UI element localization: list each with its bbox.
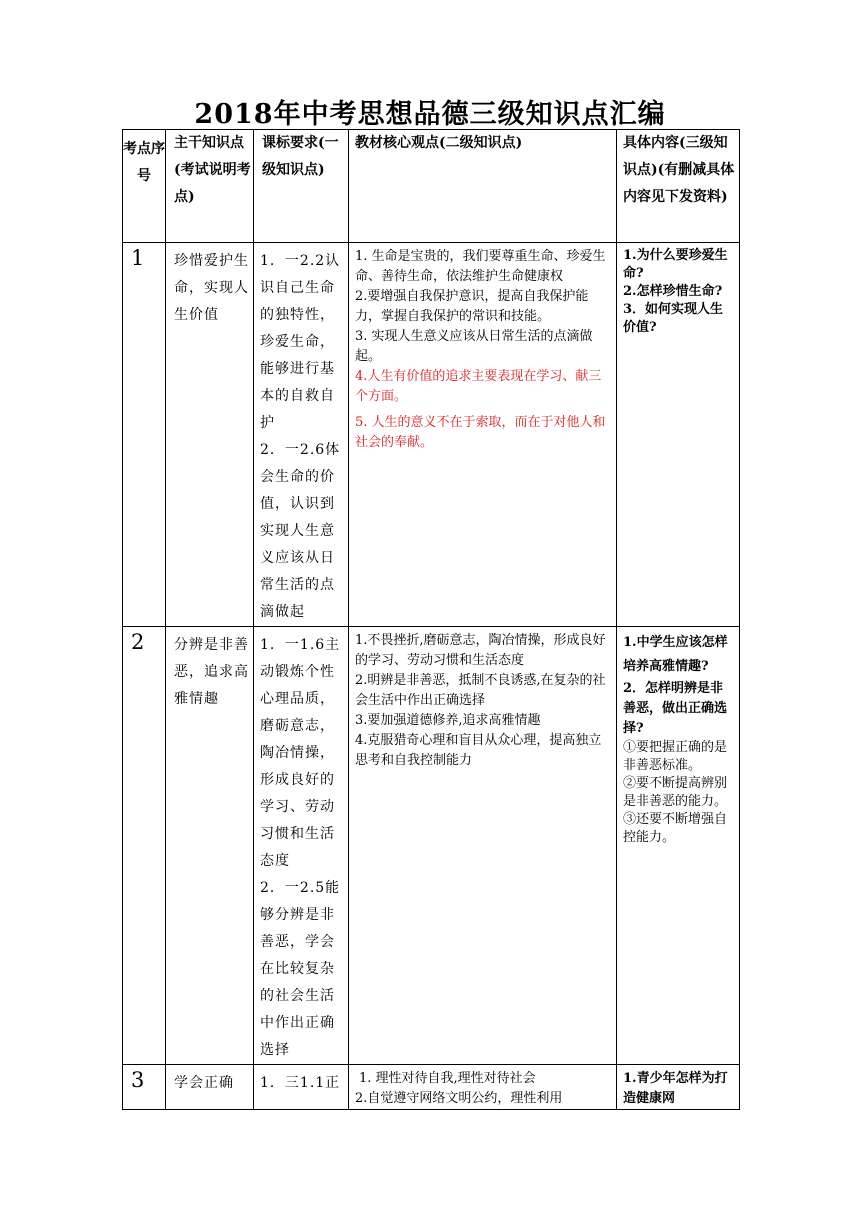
standard-item: 2．一2.6体会生命的价值，认识到实现人生意义应该从日常生活的点滴做起 xyxy=(260,442,341,620)
standard-item: 1．一2.2认识自己生命的独特性，珍爱生命，能够进行基本的自救自护 xyxy=(260,253,341,431)
standard-item: 1．三1.1正 xyxy=(260,1075,341,1091)
row-topic: 分辨是非善恶，追求高雅情趣 xyxy=(166,627,254,1065)
header-cell-standard: 课标要求(一级知识点) xyxy=(254,130,349,243)
header-cell-core: 教材核心观点(二级知识点) xyxy=(349,130,617,243)
detail-item: 2.怎样珍惜生命? xyxy=(623,284,723,299)
core-item: 2.要增强自我保护意识，提高自我保护能力，掌握自我保护的常识和技能。 xyxy=(355,289,589,324)
header-cell-topic: 主干知识点(考试说明考点) xyxy=(166,130,254,243)
core-item: 3.要加强道德修养,追求高雅情趣 xyxy=(355,713,541,728)
detail-item: 1.为什么要珍爱生命? xyxy=(623,248,728,281)
standard-item: 2．一2.5能够分辨是非善恶，学会在比较复杂的社会生活中作出正确选择 xyxy=(260,880,341,1058)
row-detail xyxy=(617,243,740,627)
detail-item: 1.青少年怎样为打造健康网 xyxy=(623,1071,728,1106)
row-core xyxy=(349,243,617,627)
row-number: 2 xyxy=(123,627,166,1065)
row-standard xyxy=(254,1065,349,1110)
row-standard xyxy=(254,627,349,1065)
detail-item: 3．如何实现人生价值? xyxy=(623,302,724,335)
row-core xyxy=(349,627,617,1065)
core-item-highlight: 5. 人生的意义不在于索取，而在于对他人和社会的奉献。 xyxy=(355,415,606,450)
core-item: 4.克服猎奇心理和盲目从众心理，提高独立思考和自我控制能力 xyxy=(355,733,602,768)
row-detail xyxy=(617,627,740,1065)
standard-item: 1．一1.6主动锻炼个性心理品质，磨砺意志，陶冶情操，形成良好的学习、劳动习惯和生活态度 xyxy=(260,637,341,869)
detail-item: 2．怎样明辨是非善恶，做出正确选择? xyxy=(623,681,728,736)
core-item: 1. 生命是宝贵的，我们要尊重生命、珍爱生命、善待生命，依法维护生命健康权 xyxy=(355,249,606,284)
table-header-row xyxy=(123,130,740,243)
header-cell-detail: 具体内容(三级知识点)(有删减具体内容见下发资料) xyxy=(617,130,740,243)
knowledge-table xyxy=(122,129,740,1110)
row-core xyxy=(349,1065,617,1110)
row-number: 3 xyxy=(123,1065,166,1110)
table-row xyxy=(123,243,740,627)
core-item: 3. 实现人生意义应该从日常生活的点滴做起。 xyxy=(355,329,593,364)
row-topic: 珍惜爱护生命，实现人生价值 xyxy=(166,243,254,627)
table-row xyxy=(123,627,740,1065)
row-number: 1 xyxy=(123,243,166,627)
page-title: 2018年中考思想品德三级知识点汇编 xyxy=(194,99,666,130)
detail-item: ②要不断提高辨别是非善恶的能力。 xyxy=(623,776,728,809)
row-standard xyxy=(254,243,349,627)
row-topic: 学会正确 xyxy=(166,1065,254,1110)
row-detail xyxy=(617,1065,740,1110)
detail-item: ①要把握正确的是非善恶标准。 xyxy=(623,740,728,773)
header-cell-number: 考点序号 xyxy=(123,130,166,243)
core-item-highlight: 4.人生有价值的追求主要表现在学习、献三个方面。 xyxy=(355,369,602,404)
core-item: 2.明辨是非善恶，抵制不良诱惑,在复杂的社会生活中作出正确选择 xyxy=(355,673,606,708)
table-row xyxy=(123,1065,740,1110)
core-item: 2.自觉遵守网络文明公约，理性利用 xyxy=(355,1091,563,1106)
detail-item: 1.中学生应该怎样培养高雅情趣? xyxy=(623,635,728,674)
detail-item: ③还要不断增强自控能力。 xyxy=(623,812,728,845)
core-item: 1. 理性对待自我,理性对待社会 xyxy=(359,1071,536,1086)
core-item: 1.不畏挫折,磨砺意志，陶冶情操，形成良好的学习、劳动习惯和生活态度 xyxy=(355,633,606,668)
